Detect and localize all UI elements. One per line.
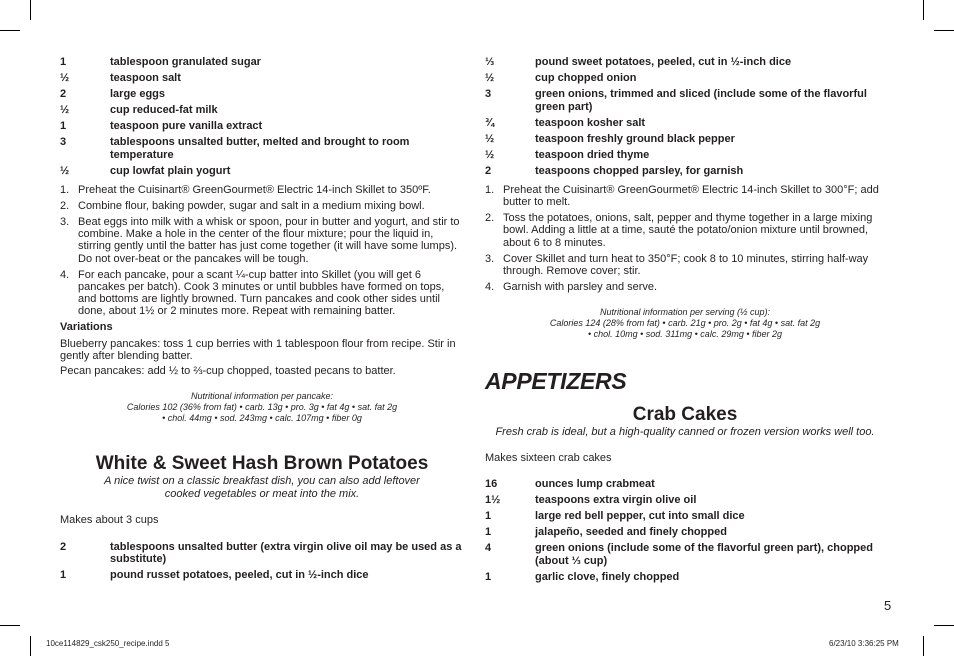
crop-mark — [923, 636, 924, 656]
ingredient-qty: 1 — [485, 570, 492, 583]
ingredient-qty: 2 — [60, 88, 67, 100]
hash-ingredient-list — [60, 541, 464, 582]
right-column — [485, 56, 885, 587]
ingredient-row — [60, 569, 464, 582]
ingredient-qty: 4 — [485, 542, 492, 555]
crop-mark — [0, 30, 20, 31]
ingredient-text: garlic clove, finely chopped — [535, 570, 680, 583]
ingredient-text: teaspoon freshly ground black pepper — [535, 132, 735, 145]
nutrition-line: Calories 102 (36% from fat) • carb. 13g • pro. 3g • fat 4g • sat. fat 2g — [126, 402, 398, 413]
ingredient-qty: ½ — [485, 72, 495, 84]
ingredient-row — [60, 72, 464, 85]
left-column — [60, 56, 464, 585]
crop-mark — [30, 636, 31, 656]
ingredient-row — [485, 571, 885, 584]
ingredient-qty: ½ — [485, 132, 495, 145]
ingredient-qty: 1 — [60, 120, 67, 132]
step-number: 1. — [60, 184, 70, 196]
step-item — [60, 200, 464, 212]
ingredient-row — [60, 165, 464, 178]
nutrition-title: Nutritional information per serving (½ cup): — [599, 307, 771, 318]
page-number: 5 — [884, 598, 892, 613]
ingredient-text: green onions (include some of the flavorful green part), chopped (about ⅓ cup) — [535, 542, 873, 567]
recipe-yield: Makes about 3 cups — [60, 514, 159, 527]
ingredient-qty: ⅓ — [485, 56, 495, 68]
step-item — [485, 184, 885, 209]
step-number: 3. — [60, 215, 70, 228]
ingredient-row — [60, 541, 464, 566]
ingredient-qty: 1 — [60, 569, 67, 582]
recipe-title: White & Sweet Hash Brown Potatoes — [95, 453, 429, 475]
crop-mark — [30, 0, 31, 20]
ingredient-qty: ½ — [60, 72, 70, 84]
step-item — [60, 184, 464, 196]
ingredient-qty: ½ — [60, 164, 70, 177]
ingredient-text: green onions, trimmed and sliced (include some of the flavorful green part) — [535, 88, 867, 113]
ingredient-text: teaspoon pure vanilla extract — [110, 120, 263, 132]
ingredient-text: tablespoon granulated sugar — [110, 56, 261, 68]
variation-text: Pecan pancakes: add ½ to ⅔-cup chopped, toasted pecans to batter. — [60, 365, 396, 378]
step-item — [485, 281, 885, 293]
ingredient-row — [485, 88, 885, 113]
ingredient-qty: 2 — [485, 164, 492, 177]
step-text: Cover Skillet and turn heat to 350°F; cook 8 to 10 minutes, stirring half-way through. Remove cover; stir. — [503, 252, 869, 277]
footer-filename: 10ce114829_csk250_recipe.indd 5 — [46, 639, 170, 648]
ingredient-row — [60, 120, 464, 133]
recipe-title: Crab Cakes — [632, 404, 738, 426]
footer-timestamp: 6/23/10 3:36:25 PM — [829, 639, 899, 648]
ingredient-qty: 1 — [485, 526, 492, 539]
ingredient-text: ounces lump crabmeat — [535, 478, 655, 491]
ingredient-text: pound russet potatoes, peeled, cut in ½-inch dice — [110, 569, 369, 582]
ingredient-row — [485, 56, 885, 69]
step-number: 1. — [485, 184, 495, 196]
ingredient-text: cup reduced-fat milk — [110, 104, 218, 116]
step-number: 2. — [60, 199, 70, 212]
ingredient-qty: 1 — [60, 56, 67, 68]
step-item — [60, 216, 464, 265]
step-number: 4. — [485, 280, 495, 293]
ingredient-text: pound sweet potatoes, peeled, cut in ½-inch dice — [535, 56, 792, 68]
ingredient-text: large eggs — [110, 88, 166, 100]
step-text: For each pancake, pour a scant ¼-cup batter into Skillet (you will get 6 pancakes per batch). Cook 3 minutes or until bubbles have formed on tops, and bottoms are lightly browned. Turn pancakes and cook other sides until done, about 1½ or 2 minutes more. Repeat with remaining batter. — [78, 268, 445, 318]
recipe-subtitle: Fresh crab is ideal, but a high-quality canned or frozen version works well too. — [495, 426, 875, 439]
crop-mark — [923, 0, 924, 20]
ingredient-text: large red bell pepper, cut into small dice — [535, 510, 745, 523]
step-text: Toss the potatoes, onions, salt, pepper and thyme together in a large mixing bowl. Adding a little at a time, sauté the potato/onion mixture until browned, about 6 to 8 minutes. — [503, 212, 873, 249]
crop-mark — [934, 625, 954, 626]
ingredient-text: jalapeño, seeded and finely chopped — [535, 526, 727, 539]
ingredient-row — [485, 72, 885, 85]
ingredient-row — [485, 510, 885, 523]
step-item — [485, 212, 885, 249]
ingredient-qty: ½ — [485, 148, 495, 161]
ingredient-row — [485, 149, 885, 162]
ingredient-qty: 16 — [485, 478, 498, 491]
ingredient-row — [60, 104, 464, 117]
step-text: Garnish with parsley and serve. — [503, 280, 658, 293]
step-item — [60, 269, 464, 318]
nutrition-info — [485, 307, 885, 340]
ingredient-row — [485, 494, 885, 507]
ingredient-qty: 3 — [485, 88, 492, 100]
pancake-steps — [60, 184, 464, 318]
ingredient-qty: 1 — [485, 510, 492, 523]
nutrition-title: Nutritional information per pancake: — [190, 391, 334, 402]
ingredient-text: cup chopped onion — [535, 72, 637, 84]
step-text: Beat eggs into milk with a whisk or spoon, pour in butter and yogurt, and stir to combine. Make a hole in the center of the flour mixture; pour the liquid in, stirring gently until the batter has just come together (it will have some lumps). Do not over-beat or the pancakes will be tough. — [78, 215, 460, 265]
nutrition-info — [60, 391, 464, 424]
ingredient-qty: ¾ — [485, 116, 495, 129]
hash-ingredient-list-continued — [485, 56, 885, 177]
ingredient-text: cup lowfat plain yogurt — [110, 164, 231, 177]
crab-ingredient-list — [485, 478, 885, 583]
ingredient-qty: 1½ — [485, 494, 501, 507]
ingredient-row — [485, 526, 885, 539]
nutrition-line: Calories 124 (28% from fat) • carb. 21g • pro. 2g • fat 4g • sat. fat 2g — [549, 318, 821, 329]
hash-steps — [485, 184, 885, 293]
section-title: APPETIZERS — [485, 368, 627, 395]
step-text: Combine flour, baking powder, sugar and salt in a medium mixing bowl. — [78, 199, 425, 212]
ingredient-qty: 3 — [60, 136, 67, 148]
nutrition-line: • chol. 10mg • sod. 311mg • calc. 29mg • fiber 2g — [587, 329, 783, 340]
ingredient-row — [485, 133, 885, 146]
ingredient-row — [485, 117, 885, 130]
ingredient-text: teaspoons chopped parsley, for garnish — [535, 164, 744, 177]
step-text: Preheat the Cuisinart® GreenGourmet® Electric 14-inch Skillet to 300°F; add butter to melt. — [503, 184, 879, 209]
step-number: 2. — [485, 212, 495, 225]
nutrition-line: • chol. 44mg • sod. 243mg • calc. 107mg • fiber 0g — [162, 413, 362, 424]
recipe-yield: Makes sixteen crab cakes — [485, 452, 612, 465]
ingredient-text: tablespoons unsalted butter, melted and brought to room temperature — [110, 136, 410, 161]
step-number: 4. — [60, 268, 70, 281]
crop-mark — [934, 30, 954, 31]
ingredient-qty: ½ — [60, 104, 70, 116]
variation-text: Blueberry pancakes: toss 1 cup berries with 1 tablespoon flour from recipe. Stir in gently after blending batter. — [60, 337, 456, 362]
ingredient-row — [485, 165, 885, 178]
step-item — [485, 253, 885, 278]
ingredient-qty: 2 — [60, 540, 67, 553]
step-number: 3. — [485, 252, 495, 265]
ingredient-row — [60, 88, 464, 101]
ingredient-text: teaspoon dried thyme — [535, 148, 650, 161]
recipe-subtitle: A nice twist on a classic breakfast dish, you can also add leftover cooked vegetables or meat into the mix. — [104, 475, 420, 501]
variations-heading: Variations — [60, 321, 113, 334]
pancake-ingredient-list — [60, 56, 464, 177]
ingredient-text: tablespoons unsalted butter (extra virgin olive oil may be used as a substitute) — [110, 540, 462, 566]
ingredient-text: teaspoon salt — [110, 72, 181, 84]
ingredient-row — [60, 56, 464, 69]
step-text: Preheat the Cuisinart® GreenGourmet® Electric 14-inch Skillet to 350ºF. — [78, 184, 431, 196]
ingredient-text: teaspoon kosher salt — [535, 116, 646, 129]
ingredient-text: teaspoons extra virgin olive oil — [535, 494, 697, 507]
ingredient-row — [485, 542, 885, 567]
ingredient-row — [485, 478, 885, 491]
crop-mark — [0, 625, 20, 626]
ingredient-row — [60, 136, 464, 161]
